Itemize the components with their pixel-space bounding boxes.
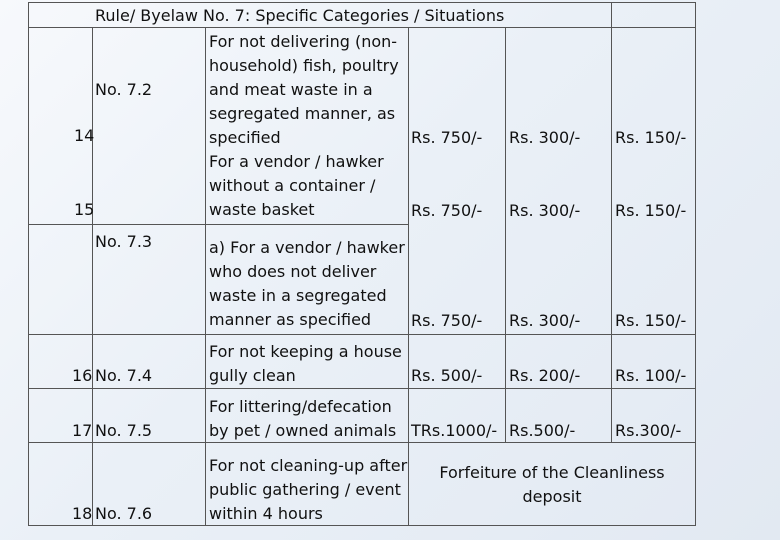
fine-amount: Rs. 750/- bbox=[411, 311, 483, 330]
fine-amount: Rs. 150/- bbox=[615, 128, 687, 147]
rule-number: No. 7.6 bbox=[95, 504, 153, 523]
fine-amount: Rs.500/- bbox=[509, 421, 576, 440]
situation-text: For a vendor / hawker without a container / waste basket bbox=[209, 152, 384, 219]
rule-number: No. 7.3 bbox=[95, 232, 153, 251]
fine-amount: Rs. 750/- bbox=[411, 201, 483, 220]
situation-text: For littering/defecation by pet / owned animals bbox=[209, 397, 397, 440]
situation-text: For not cleaning-up after public gathering / event within 4 hours bbox=[209, 456, 408, 523]
column-divider bbox=[505, 27, 506, 442]
column-divider bbox=[205, 27, 206, 526]
row-divider bbox=[28, 388, 696, 389]
fine-amount: Rs. 300/- bbox=[509, 128, 581, 147]
fine-amount: Rs. 100/- bbox=[615, 366, 687, 385]
fine-amount: Rs. 200/- bbox=[509, 366, 581, 385]
column-divider bbox=[92, 27, 93, 526]
fine-amount: TRs.1000/- bbox=[411, 421, 498, 440]
column-divider bbox=[611, 2, 612, 442]
table-border-left bbox=[28, 2, 29, 526]
row-serial-number: 15 bbox=[74, 200, 95, 219]
row-serial-number: 17 bbox=[72, 421, 93, 440]
row-serial-number: 16 bbox=[72, 366, 93, 385]
row-divider bbox=[28, 334, 696, 335]
table-border-right bbox=[695, 2, 696, 526]
fine-amount: Rs. 150/- bbox=[615, 201, 687, 220]
fine-amount: Rs. 300/- bbox=[509, 201, 581, 220]
row-serial-number: 14 bbox=[74, 126, 95, 145]
row-serial-number: 18 bbox=[72, 504, 93, 523]
rule-number: No. 7.4 bbox=[95, 366, 153, 385]
situation-text: a) For a vendor / hawker who does not deliver waste in a segregated manner as specified bbox=[209, 238, 405, 329]
column-divider bbox=[408, 27, 409, 526]
table-header-title: Rule/ Byelaw No. 7: Specific Categories / Situations bbox=[95, 6, 505, 25]
rule-number: No. 7.5 bbox=[95, 421, 153, 440]
situation-text: For not keeping a house gully clean bbox=[209, 342, 402, 385]
fine-amount: Rs. 750/- bbox=[411, 128, 483, 147]
fine-amount: Rs. 150/- bbox=[615, 311, 687, 330]
situation-text: For not delivering (non- household) fish, poultry and meat waste in a segregated manner, as specified bbox=[209, 32, 399, 147]
fine-amount: Rs. 500/- bbox=[411, 366, 483, 385]
fine-amount: Rs.300/- bbox=[615, 421, 682, 440]
fine-amount: Rs. 300/- bbox=[509, 311, 581, 330]
table-border-top bbox=[28, 2, 696, 3]
rule-number: No. 7.2 bbox=[95, 80, 153, 99]
forfeiture-note: Forfeiture of the Cleanliness deposit bbox=[439, 463, 665, 506]
row-divider bbox=[28, 224, 408, 225]
